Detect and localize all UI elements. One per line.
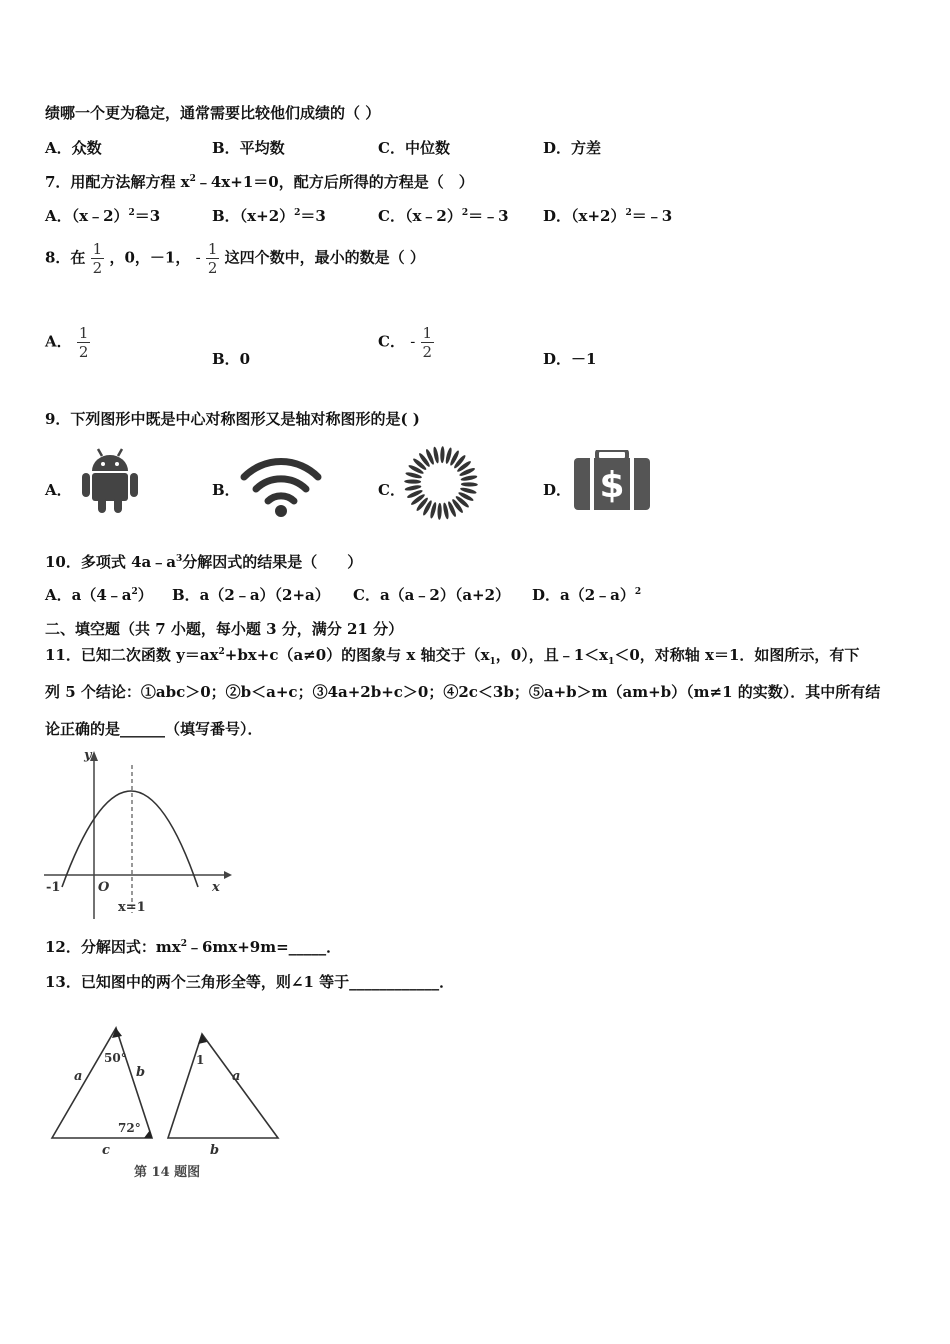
q7-option-c[interactable]: C．（x﹣2）$^2$＝﹣3 [378,207,509,225]
q10-option-a[interactable]: A．$a(4﹣a^2)$ [45,586,153,604]
sunburst-petal [437,502,442,520]
sunburst-petal [440,446,445,464]
q10-option-c[interactable]: C．a（a﹣2）（a+2） [353,586,511,604]
q6-option-d[interactable]: D．方差 [543,139,602,157]
q7-option-a[interactable]: A．（x﹣2）$^2$＝3 [45,207,161,225]
angle-72-label: 72° [118,1121,141,1135]
y-axis-label: y [84,748,92,763]
fraction-half: $\frac{1}{2}$ [92,240,103,277]
q9-option-a[interactable]: A． [45,481,72,499]
angle-50-label: 50° [104,1051,127,1065]
side-b-right: b [210,1143,220,1158]
q8-option-a[interactable]: A． $\frac{1}{2}$ [45,324,89,361]
neg-one-label: -1 [46,880,61,895]
section-heading: 二、填空题（共 7 小题，每小题 3 分，满分 21 分） [45,620,404,638]
side-a-left: a [74,1069,83,1084]
side-b-left: b [136,1065,146,1080]
android-icon [80,445,140,515]
svg-text:$: $ [599,465,625,506]
q6-option-a[interactable]: A．众数 [45,139,102,157]
q7-option-b[interactable]: B．$(x+2)^2=3$ [212,207,326,225]
q8-option-d[interactable]: D．－1 [543,350,597,368]
q9-option-c[interactable]: C． [378,481,405,499]
fraction-neg-half: $\frac{1}{2}$ [207,240,218,277]
parabola-graph [40,745,240,923]
axis-of-symmetry-label: x=1 [118,900,146,915]
side-c-left: c [102,1143,110,1158]
q13-stem: 13．已知图中的两个三角形全等，则∠1 等于____________． [45,973,455,991]
sunburst-icon [402,446,480,520]
side-a-right: a [232,1069,241,1084]
q11-line1: 11．已知二次函数 $y=ax^2+bx+c(a\ne 0)$的图象与 x 轴交于（$x_1$，0），且$﹣1<x_1<0$，对称轴 x＝1．如图所示，有下 [45,646,860,667]
q9-stem: 9．下列图形中既是中心对称图形又是轴对称图形的是( ) [45,410,420,428]
money-case-icon [572,450,652,512]
q8-option-c[interactable]: C． - $\frac{1}{2}$ [378,324,433,361]
q6-option-b[interactable]: B．平均数 [212,139,285,157]
q9-option-d[interactable]: D． [543,481,572,499]
angle-1-label: 1 [196,1053,205,1067]
sunburst-petal [460,482,478,487]
origin-label: O [98,880,110,895]
q8-option-b[interactable]: B．0 [212,350,251,368]
q11-line2: 列 5 个结论：①abc＞0；②b＜a+c；③4a+2b+c＞0；④2c＜3b；⑤a+b＞m（am+b）（m≠1 的实数）．其中所有结 [45,683,881,701]
q11-line3: 论正确的是______（填写番号）． [45,720,263,738]
figure-caption: 第 14 题图 [134,1165,201,1180]
x-axis-label: x [212,880,220,895]
q9-option-b[interactable]: B． [212,481,240,499]
wifi-icon [240,455,322,517]
q7-stem: 7．用配方法解方程 $x^2﹣4x+1=0$，配方后所得的方程是（ ） [45,173,474,191]
q6-option-c[interactable]: C．中位数 [378,139,450,157]
q10-stem: 10．多项式 $4a﹣a^3$分解因式的结果是（ ） [45,553,363,571]
q8-stem: 8．在 $\frac{1}{2}$ ，0，－1， - $\frac{1}{2}$ 这四个数中，最小的数是（ ） [45,240,425,277]
q12-stem: 12．分解因式：$mx^2﹣6mx+9m=\_\_\_\_\_$． [45,938,342,956]
sunburst-petal [403,479,421,484]
q6-tail: 绩哪一个更为稳定，通常需要比较他们成绩的（ ） [45,104,381,122]
q10-option-d[interactable]: D．a（2﹣a）$^2$ [532,586,642,604]
congruent-triangles-figure [44,1020,294,1190]
q7-option-d[interactable]: D．$(x+2)^2=﹣3$ [543,207,673,225]
q10-option-b[interactable]: B．a（2﹣a）（2+a） [172,586,330,604]
